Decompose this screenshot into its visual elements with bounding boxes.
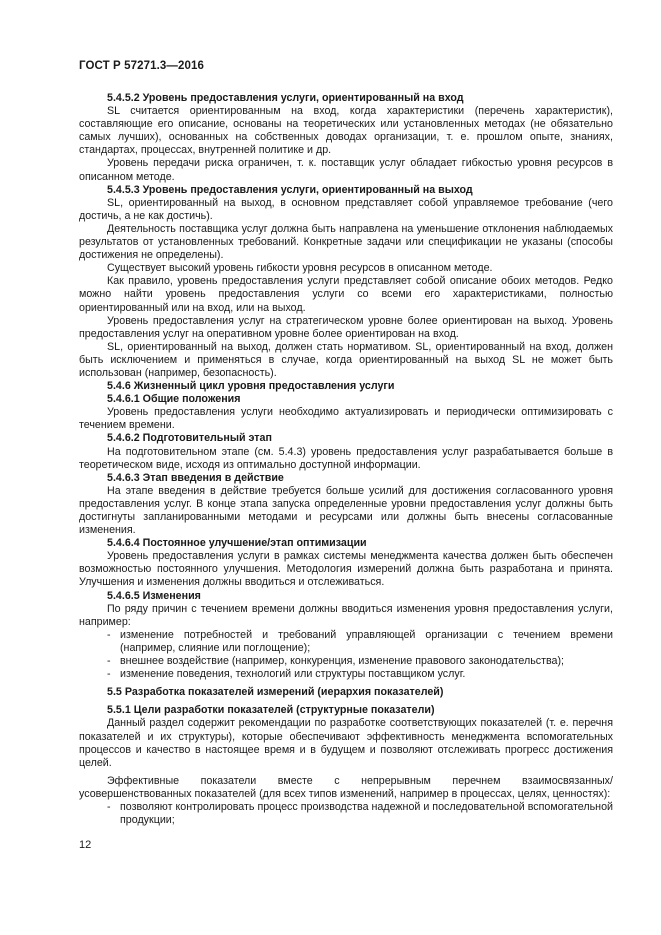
list-item [107,655,613,668]
paragraph: На подготовительном этапе (см. 5.4.3) уровень предоставления услуг разрабатывается больше в теоретическом виде, исходя из оптимально доступной информации. [79,445,613,471]
section-heading: 5.4.5.2 Уровень предоставления услуги, ориентированный на вход [107,92,464,104]
paragraph: Уровень предоставления услуги необходимо актуализировать и периодически оптимизировать с течением времени. [79,406,613,432]
paragraph: Существует высокий уровень гибкости уровня ресурсов в описанном методе. [107,262,493,275]
paragraph: Деятельность поставщика услуг должна быть направлена на уменьшение отклонения наблюдаемых результатов от установленных требований. Конкретные задачи или спецификации не указаны (способы достижения не определены). [79,222,613,262]
section-heading: 5.4.6.3 Этап введения в действие [107,471,284,484]
list-bullet: - [107,628,111,641]
paragraph: Уровень предоставления услуг на стратегическом уровне более ориентирован на выход. Уровень предоставления услуг на оперативном уровне более ориентирован на вход. [79,314,613,340]
document-body [79,92,613,827]
paragraph: Как правило, уровень предоставления услуги представляет собой описание обоих методов. Редко можно найти уровень предоставления услуги со всеми его характеристиками, полностью ориентированный или на вход, или на выход. [79,275,613,314]
section-heading: 5.5.1 Цели разработки показателей (структурные показатели) [107,704,435,717]
paragraph: SL, ориентированный на выход, должен стать нормативом. SL, ориентированный на вход, должен быть исключением и применяться в случае, когда ориентированный на выход SL не может быть использован (например, безопасность). [79,340,613,379]
list-item-text: изменение поведения, технологий или структуры поставщиком услуг. [120,668,466,681]
list-item [107,801,613,827]
list-bullet: - [107,668,111,681]
standard-designation: ГОСТ Р 57271.3—2016 [79,60,204,72]
paragraph: SL считается ориентированным на вход, когда характеристики (перечень характеристик), составляющие его описание, основаны на теоретических или установленных методах (не обязательно самых лучших), основанных на собственных доводах организации, т. е. прошлом опыте, знаниях, стандартах, процессах, внутренней политике и др. [79,105,613,157]
list-item-text: позволяют контролировать процесс производства надежной и последовательной вспомогательной продукции; [120,800,613,827]
list-item [107,629,613,655]
list-item [107,668,613,681]
paragraph: Уровень передачи риска ограничен, т. к. поставщик услуг обладает гибкостью уровня ресурсов в описанном методе. [79,157,613,183]
section-heading: 5.4.6 Жизненный цикл уровня предоставления услуги [107,380,395,393]
section-heading: 5.4.6.4 Постоянное улучшение/этап оптимизации [107,537,367,550]
paragraph: На этапе введения в действие требуется больше усилий для достижения согласованного уровня предоставления услуг. В конце этапа запуска определенные уровни предоставления услуг должны быть достигнуты запланированными методами и ресурсами или должны быть внесены согласованные изменения. [79,484,613,537]
section-heading: 5.5 Разработка показателей измерений (иерархия показателей) [107,686,444,699]
paragraph: Эффективные показатели вместе с непрерывным перечнем взаимосвязанных/усовершенствованных показателей (для всех типов изменений, например в процессах, целях, ценностях): [79,774,613,800]
list-item-text: внешнее воздействие (например, конкуренция, изменение правового законодательства); [120,655,565,668]
list-bullet: - [107,655,111,668]
paragraph: По ряду причин с течением времени должны вводиться изменения уровня предоставления услуги, например: [79,602,613,628]
paragraph: SL, ориентированный на выход, в основном представляет собой управляемое требование (чего достичь, а не как достичь). [79,196,613,222]
section-heading: 5.4.6.5 Изменения [107,589,201,602]
page-number: 12 [79,839,92,851]
paragraph: Уровень предоставления услуги в рамках системы менеджмента качества должен быть обеспечен возможностью постоянного улучшения. Методология измерений должна быть разработана и принята. Улучшения и изменения должны вводиться и отслеживаться. [79,550,613,589]
section-heading: 5.4.6.2 Подготовительный этап [107,432,272,445]
list-item-text: изменение потребностей и требований управляющей организации с течением времени (например, слияние или поглощение); [120,628,613,654]
list-bullet: - [107,800,111,813]
section-heading: 5.4.5.3 Уровень предоставления услуги, ориентированный на выход [107,183,473,196]
paragraph: Данный раздел содержит рекомендации по разработке соответствующих показателей (т. е. перечня показателей и их структуры), которые обеспечивают эффективность менеджмента вспомогательных процессов и качество в настоящее время и в будущем и позволяют отслеживать прогресс достижения целей. [79,717,613,769]
section-heading: 5.4.6.1 Общие положения [107,393,241,406]
